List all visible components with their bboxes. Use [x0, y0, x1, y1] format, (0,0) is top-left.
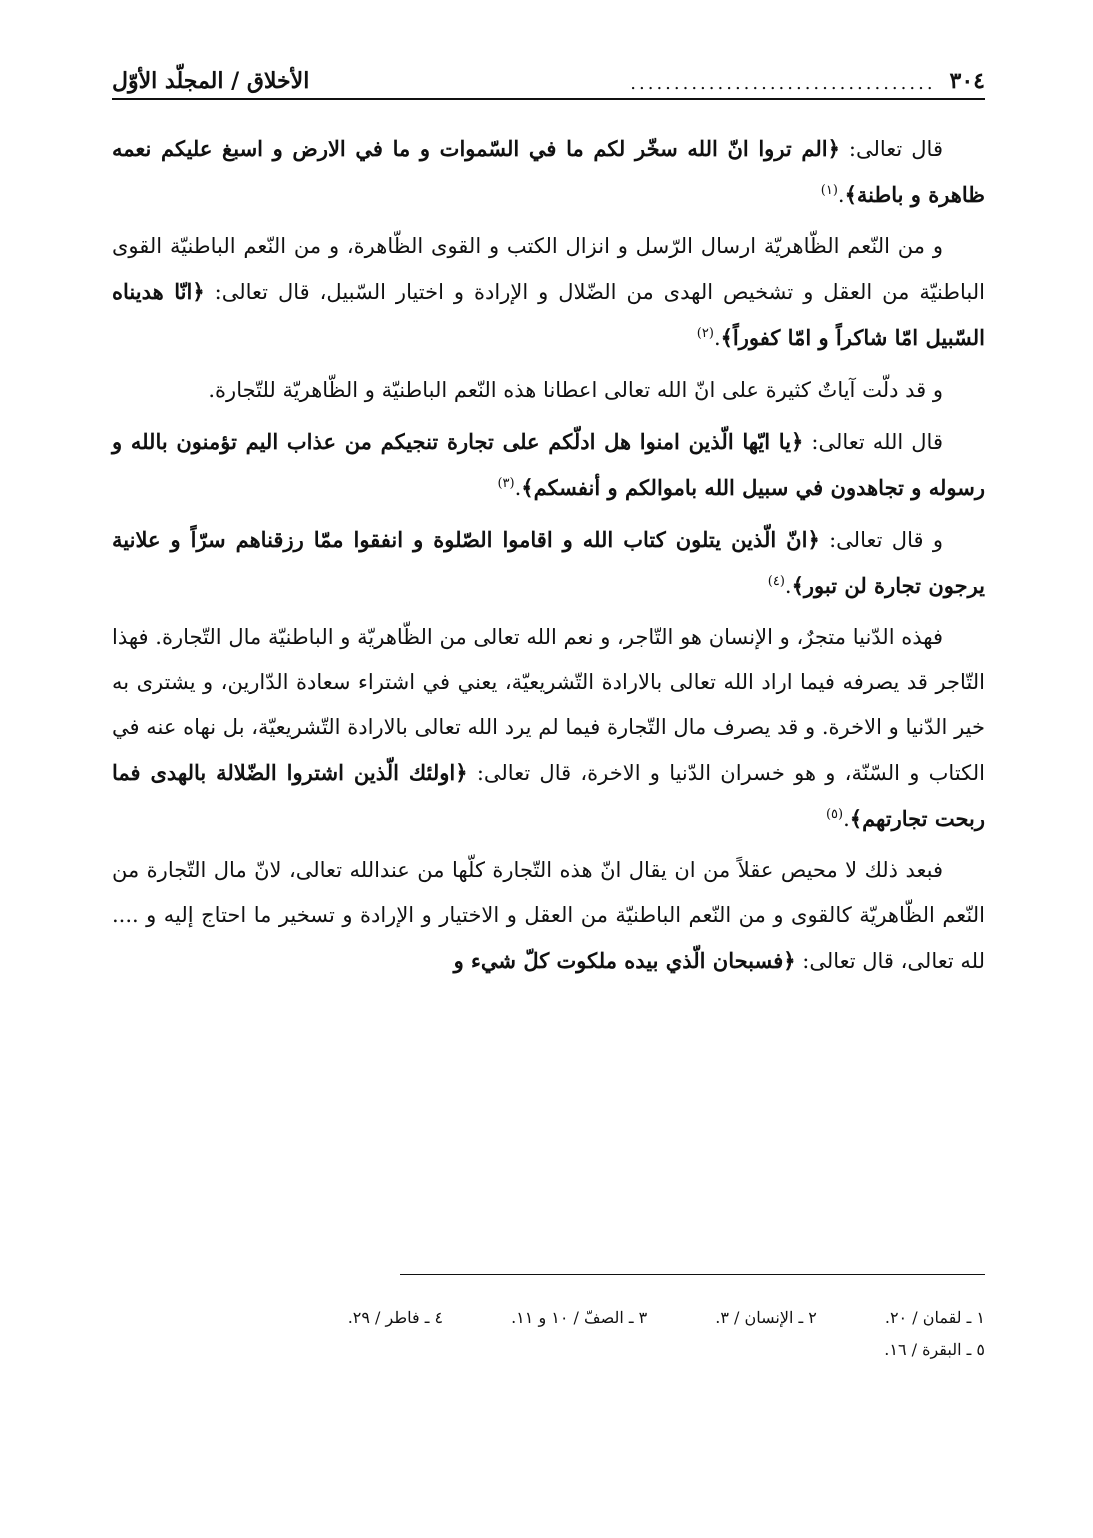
paragraph-text: فهذه الدّنيا متجرٌ، و الإنسان هو التّاجر، و نعم الله تعالى من الظّاهريّة و الباطنيّة مال التّجارة. فهذا التّاجر قد يصرفه فيما اراد الله تعالى بالارادة التّشريعيّة، يعني في اشتراء سعادة الدّارين، و يشترى به خير الدّنيا و الاخرة. و قد يصرف مال التّجارة فيما لم يرد الله تعالى بالارادة التّشريعيّة، بل نهاه عنه في الكتاب و السّنّة، و هو خسران الدّنيا و الاخرة، قال تعالى:	[112, 625, 985, 785]
paragraph-6	[112, 615, 985, 842]
quranic-quote: ﴿فسبحان الّذي بيده ملكوت كلّ شيء و	[453, 948, 796, 973]
footnote-5: ٥ ـ البقرة / ١٦.	[884, 1340, 985, 1359]
footnote-3: ٣ ـ الصفّ / ١٠ و ١١.	[511, 1308, 648, 1327]
running-title: الأخلاق / المجلّد الأوّل	[112, 68, 310, 94]
footnote-1: ١ ـ لقمان / ٢٠.	[884, 1308, 985, 1327]
footnote-2: ٢ ـ الإنسان / ٣.	[715, 1308, 817, 1327]
quranic-quote: ﴿يا ايّها الّذين امنوا هل ادلّكم على تجارة تنجيكم من عذاب اليم تؤمنون بالله و رسوله و تجاهدون في سبيل الله باموالكم و أنفسكم﴾	[112, 429, 985, 500]
paragraph-text: .	[514, 476, 522, 500]
footnote-4: ٤ ـ فاطر / ٢٩.	[347, 1308, 444, 1327]
quranic-quote: ﴿انّ الّذين يتلون كتاب الله و اقاموا الصّلوة و انفقوا ممّا رزقناهم سرّاً و علانية يرجون تجارة لن تبور﴾	[112, 527, 985, 598]
paragraph-text: .	[843, 807, 850, 831]
page-header	[112, 50, 985, 94]
body-text	[112, 126, 985, 990]
footnote-marker: (٣)	[497, 476, 515, 491]
footnote-rule	[400, 1274, 985, 1275]
quranic-quote: ﴿اولئك الّذين اشتروا الضّلالة بالهدى فما ربحت تجارتهم﴾	[112, 760, 985, 831]
paragraph-text: قال تعالى:	[839, 137, 943, 161]
paragraph-text: .	[837, 183, 845, 207]
footnote-marker: (١)	[820, 183, 838, 198]
paragraph-text: .	[713, 326, 721, 350]
paragraph-7	[112, 848, 985, 984]
footnotes	[112, 1302, 985, 1366]
quranic-quote: ﴿الم تروا انّ الله سخّر لكم ما في السّموات و ما في الارض و اسبغ عليكم نعمه ظاهرة و باطنة﴾	[112, 136, 985, 207]
page-number: ٣٠٤	[949, 68, 985, 94]
paragraph-2	[112, 224, 985, 361]
quranic-quote: ﴿انّا هديناه السّبيل امّا شاكراً و امّا كفوراً﴾	[112, 279, 985, 350]
footnote-row	[112, 1334, 985, 1366]
header-rule	[112, 98, 985, 100]
paragraph-5	[112, 517, 985, 609]
paragraph-text: قال الله تعالى:	[803, 430, 943, 454]
paragraph-1	[112, 126, 985, 218]
paragraph-text: و من النّعم الظّاهريّة ارسال الرّسل و انزال الكتب و القوى الظّاهرة، و من النّعم الباطنيّة القوى الباطنيّة من العقل و تشخيص الهدى من الضّلال و الإرادة و اختيار السّبيل، قال تعالى:	[112, 234, 985, 304]
footnote-marker: (٤)	[767, 574, 785, 589]
footnote-marker: (٥)	[825, 807, 844, 822]
header-leader-dots: ...................................	[630, 73, 936, 94]
paragraph-text: .	[784, 574, 792, 598]
paragraph-text: فبعد ذلك لا محيص عقلاً من ان يقال انّ هذه التّجارة كلّها من عندالله تعالى، لانّ مال التّجارة من النّعم الظّاهريّة كالقوى و من النّعم الباطنيّة من العقل و الاختيار و الإرادة و تسخير ما احتاج إليه و .... لله تعالى، قال تعالى:	[112, 858, 985, 973]
footnote-marker: (٢)	[696, 326, 714, 341]
footnote-row	[112, 1302, 985, 1334]
paragraph-text: و قد دلّت آياتٌ كثيرة على انّ الله تعالى اعطانا هذه النّعم الباطنيّة و الظّاهريّة للتّجارة.	[208, 378, 943, 402]
paragraph-text: و قال تعالى:	[819, 528, 943, 552]
paragraph-3	[112, 367, 985, 413]
paragraph-4	[112, 419, 985, 511]
